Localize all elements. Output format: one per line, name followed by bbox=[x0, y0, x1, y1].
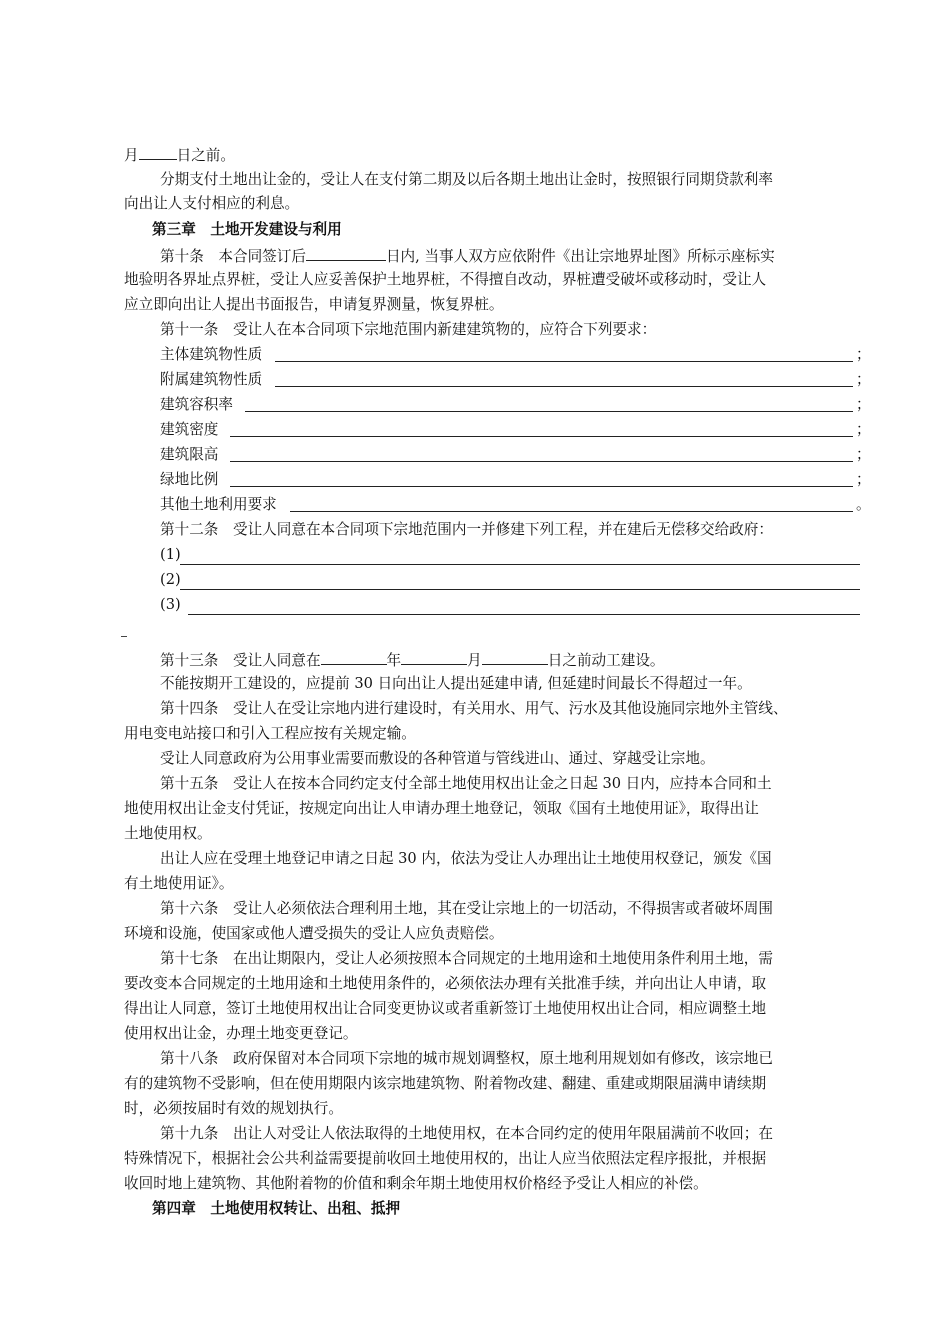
chapter-heading: 第四章 土地使用权转让、出租、抵押 bbox=[152, 1200, 401, 1217]
blank-field bbox=[482, 650, 548, 665]
text-line: 受让人同意政府为公用事业需要而敷设的各种管道与管线进山、通过、穿越受让宗地。 bbox=[160, 750, 715, 767]
stray-mark bbox=[121, 636, 127, 637]
text-line: 月 日之前。 bbox=[124, 147, 235, 164]
work-item-label: (3) bbox=[160, 596, 181, 613]
fill-line bbox=[180, 589, 860, 590]
fill-line bbox=[180, 564, 860, 565]
blank-field bbox=[321, 650, 387, 665]
text-line: 有土地使用证》。 bbox=[124, 875, 234, 892]
blank-field bbox=[401, 650, 467, 665]
fill-line bbox=[230, 461, 853, 462]
fill-line bbox=[230, 436, 853, 437]
work-item-label: (1) bbox=[160, 546, 181, 563]
text-line: 第十九条 出让人对受让人依法取得的土地使用权，在本合同约定的使用年限届满前不收回；在 bbox=[160, 1125, 773, 1142]
work-item-label: (2) bbox=[160, 571, 181, 588]
fill-line bbox=[275, 386, 853, 387]
text-line: 出让人应在受理土地登记申请之日起 30 内，依法为受让人办理出让土地使用权登记，颁发《国 bbox=[160, 850, 772, 867]
semicolon: ； bbox=[856, 421, 871, 438]
text-line: 有的建筑物不受影响，但在使用期限内该宗地建筑物、附着物改建、翻建、重建或期限届满申请续期 bbox=[124, 1075, 767, 1092]
text-line: 使用权出让金，办理土地变更登记。 bbox=[124, 1025, 358, 1042]
text-line: 第十五条 受让人在按本合同约定支付全部土地使用权出让金之日起 30 日内，应持本合同和土 bbox=[160, 775, 772, 792]
text-line: 地验明各界址点界桩，受让人应妥善保护土地界桩，不得擅自改动，界桩遭受破坏或移动时，受让人 bbox=[124, 271, 767, 288]
text-line: 应立即向出让人提出书面报告，申请复界测量，恢复界桩。 bbox=[124, 296, 504, 313]
field-height-limit: 建筑限高 bbox=[160, 446, 219, 463]
field-green-ratio: 绿地比例 bbox=[160, 471, 219, 488]
semicolon: ； bbox=[856, 371, 871, 388]
semicolon: ； bbox=[856, 471, 871, 488]
text-line: 用电变电站接口和引入工程应按有关规定输。 bbox=[124, 725, 416, 742]
period-mark: 。 bbox=[856, 496, 871, 513]
text-line: 第十七条 在出让期限内，受让人必须按照本合同规定的土地用途和土地使用条件利用土地，需 bbox=[160, 950, 773, 967]
text-line: 环境和设施，使国家或他人遭受损失的受让人应负责赔偿。 bbox=[124, 925, 504, 942]
text-line: 要改变本合同规定的土地用途和土地使用条件的，必须依法办理有关批准手续，并向出让人申请，取 bbox=[124, 975, 767, 992]
field-aux-building-nature: 附属建筑物性质 bbox=[160, 371, 263, 388]
text-line: 收回时地上建筑物、其他附着物的价值和剩余年期土地使用权价格经予受让人相应的补偿。 bbox=[124, 1175, 708, 1192]
text-line: 第十八条 政府保留对本合同项下宗地的城市规划调整权，原土地利用规划如有修改，该宗地已 bbox=[160, 1050, 773, 1067]
semicolon: ； bbox=[856, 396, 871, 413]
fill-line bbox=[230, 486, 853, 487]
fill-line bbox=[275, 361, 853, 362]
chapter-heading: 第三章 土地开发建设与利用 bbox=[152, 221, 342, 238]
text-line: 第十二条 受让人同意在本合同项下宗地范围内一并修建下列工程，并在建后无偿移交给政府： bbox=[160, 521, 773, 538]
text-line: 向出让人支付相应的利息。 bbox=[124, 195, 300, 212]
text-line: 地使用权出让金支付凭证，按规定向出让人申请办理土地登记，领取《国有土地使用证》，取得出让 bbox=[124, 800, 759, 817]
text-line: 第十六条 受让人必须依法合理利用土地，其在受让宗地上的一切活动，不得损害或者破坏周围 bbox=[160, 900, 773, 917]
field-building-density: 建筑密度 bbox=[160, 421, 219, 438]
text-line: 第十条 本合同签订后 日内, 当事人双方应依附件《出让宗地界址图》所标示座标实 bbox=[160, 248, 775, 265]
field-other-requirements: 其他土地利用要求 bbox=[160, 496, 277, 513]
text-line: 特殊情况下，根据社会公共利益需要提前收回土地使用权的，出让人应当依照法定程序报批，并根据 bbox=[124, 1150, 767, 1167]
text-line: 时，必须按届时有效的规划执行。 bbox=[124, 1100, 343, 1117]
text-line: 第十一条 受让人在本合同项下宗地范围内新建建筑物的，应符合下列要求： bbox=[160, 321, 657, 338]
text-line: 第十三条 受让人同意在 年 月 日之前动工建设。 bbox=[160, 652, 665, 669]
semicolon: ； bbox=[856, 346, 871, 363]
text-line: 得出让人同意，签订土地使用权出让合同变更协议或者重新签订土地使用权出让合同，相应调整土地 bbox=[124, 1000, 767, 1017]
text-line: 分期支付土地出让金的，受让人在支付第二期及以后各期土地出让金时，按照银行同期贷款利率 bbox=[160, 171, 773, 188]
semicolon: ； bbox=[856, 446, 871, 463]
fill-line bbox=[290, 511, 853, 512]
text-line: 不能按期开工建设的，应提前 30 日向出让人提出延建申请, 但延建时间最长不得超过一年。 bbox=[160, 675, 752, 692]
fill-line bbox=[188, 614, 860, 615]
text-line: 第十四条 受让人在受让宗地内进行建设时，有关用水、用气、污水及其他设施同宗地外主管线、 bbox=[160, 700, 788, 717]
text-line: 土地使用权。 bbox=[124, 825, 212, 842]
fill-line bbox=[245, 411, 853, 412]
blank-field bbox=[139, 145, 177, 160]
field-floor-area-ratio: 建筑容积率 bbox=[160, 396, 233, 413]
blank-field bbox=[306, 246, 386, 261]
field-main-building-nature: 主体建筑物性质 bbox=[160, 346, 263, 363]
